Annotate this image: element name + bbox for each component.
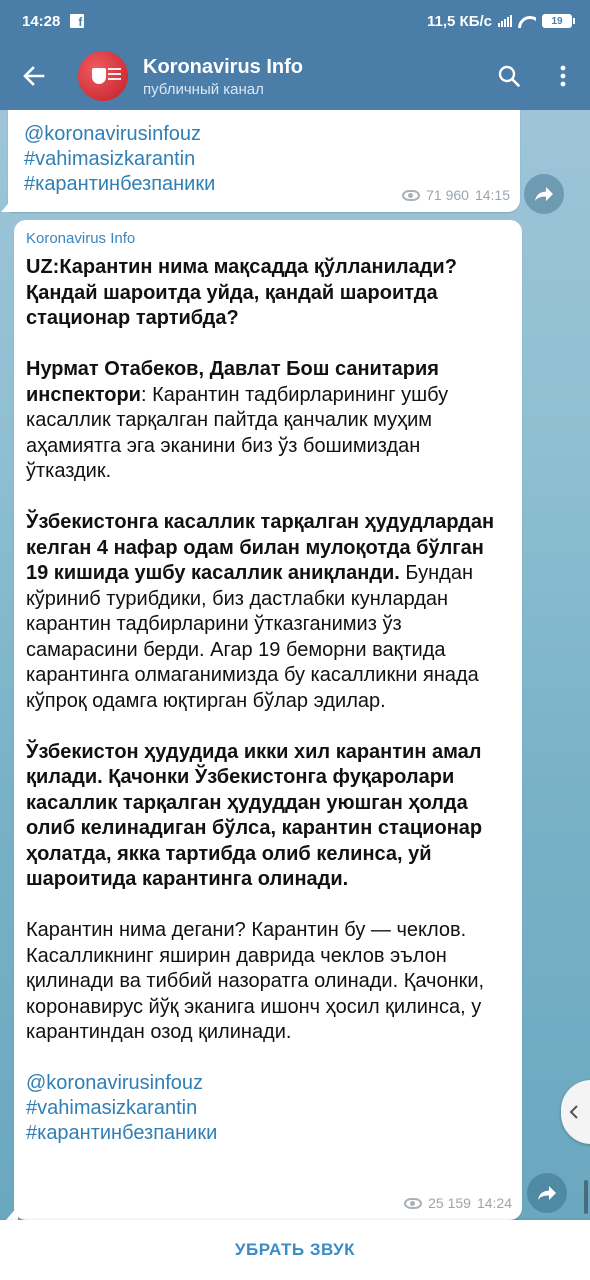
share-arrow-icon: [534, 186, 554, 202]
share-arrow-icon: [537, 1185, 557, 1201]
share-button[interactable]: [524, 174, 564, 214]
hashtag-link[interactable]: #карантинбезпаники: [24, 173, 216, 195]
chat-header: [0, 42, 590, 110]
message-bubble[interactable]: [8, 110, 520, 212]
channel-subtitle: публичный канал: [143, 80, 264, 98]
channel-avatar[interactable]: [78, 51, 128, 101]
channel-title: Koronavirus Info: [143, 55, 304, 78]
sender-name[interactable]: Koronavirus Info: [26, 230, 136, 247]
scrollbar[interactable]: [584, 1180, 588, 1214]
search-button[interactable]: [482, 42, 536, 110]
signal-icon: [498, 15, 512, 27]
network-speed: 11,5 КБ/с: [427, 12, 492, 30]
message-time: 14:15: [474, 187, 510, 203]
mute-button[interactable]: УБРАТЬ ЗВУК: [234, 1240, 356, 1259]
status-time: 14:28: [22, 12, 61, 30]
search-icon: [498, 65, 520, 87]
message-paragraph: Нурмат Отабеков, Давлат Бош санитария инспектори: Карантин тадбирларининг ушбу касаллик тарқалган пайтда қанчалик муҳим аҳамиятга эга эканини биз ўз бошимиздан ўтказдик.: [26, 358, 449, 482]
share-button[interactable]: [527, 1173, 567, 1213]
hashtag-link[interactable]: @koronavirusinfouz: [26, 1072, 204, 1094]
message-bubble[interactable]: [14, 220, 522, 1220]
back-button[interactable]: [0, 42, 68, 110]
chat-area[interactable]: [0, 110, 590, 1220]
hashtag-link[interactable]: @koronavirusinfouz: [24, 123, 202, 145]
views-count: 25 159: [428, 1195, 471, 1211]
message-text: [26, 255, 508, 1146]
message-paragraph: Карантин нима дегани? Карантин бу — чеклов. Касалликнинг яширин даврида чеклов эълон қилинади ва тиббий назоратга олинади. Қачонки, коронавирус йўқ эканига ишонч ҳосил қилинса, у карантиндан озод қилинади.: [26, 919, 485, 1043]
facebook-notification-icon: f: [70, 14, 84, 28]
bottom-bar: [0, 1220, 590, 1280]
status-right: [427, 13, 572, 30]
views-eye-icon: [404, 1198, 422, 1209]
back-arrow-icon: [23, 66, 45, 86]
more-vertical-icon: [560, 65, 566, 87]
message-paragraph: Ўзбекистонга касаллик тарқалган ҳудудлардан келган 4 нафар одам билан мулоқотда бўлган 19 кишида ушбу касаллик аниқланди. Бундан кўриниб турибдики, биз дастлабки кунлардан карантин тадбирларини ўтказганимиз ўз самарасини берди. Агар 19 беморни вақтида карантинга олмаганимизда бу касалликни янада кўпроқ одамга юқтирган бўлар эдилар.: [26, 511, 495, 712]
hashtag-link[interactable]: #vahimasizkarantin: [26, 1097, 198, 1119]
channel-title-block[interactable]: [143, 55, 303, 98]
message-meta: [404, 1195, 512, 1211]
wifi-icon: [518, 14, 536, 28]
edge-panel-handle[interactable]: [561, 1080, 590, 1144]
chevron-left-icon: [569, 1104, 579, 1120]
message-headline: UZ:Карантин нима мақсадда қўлланилади? Қандай шароитда уйда, қандай шароитда стационар тартибда?: [26, 256, 457, 329]
views-eye-icon: [402, 190, 420, 201]
views-count: 71 960: [426, 187, 469, 203]
message-time: 14:24: [476, 1195, 512, 1211]
hashtag-link[interactable]: #vahimasizkarantin: [24, 148, 196, 170]
status-bar: [0, 0, 590, 42]
battery-icon: 19: [542, 14, 572, 28]
hashtag-link[interactable]: #карантинбезпаники: [26, 1122, 218, 1144]
more-menu-button[interactable]: [536, 42, 590, 110]
message-paragraph: Ўзбекистон ҳудудида икки хил карантин амал қилади. Қачонки Ўзбекистонга фуқаролари касаллик тарқалган ҳудуддан уюшган ҳолда олиб келинадиган бўлса, карантин стационар ҳолатда, якка тартибда олиб келинса, уй шароитида карантинга олинади.: [26, 740, 483, 890]
message-meta: [402, 187, 510, 203]
